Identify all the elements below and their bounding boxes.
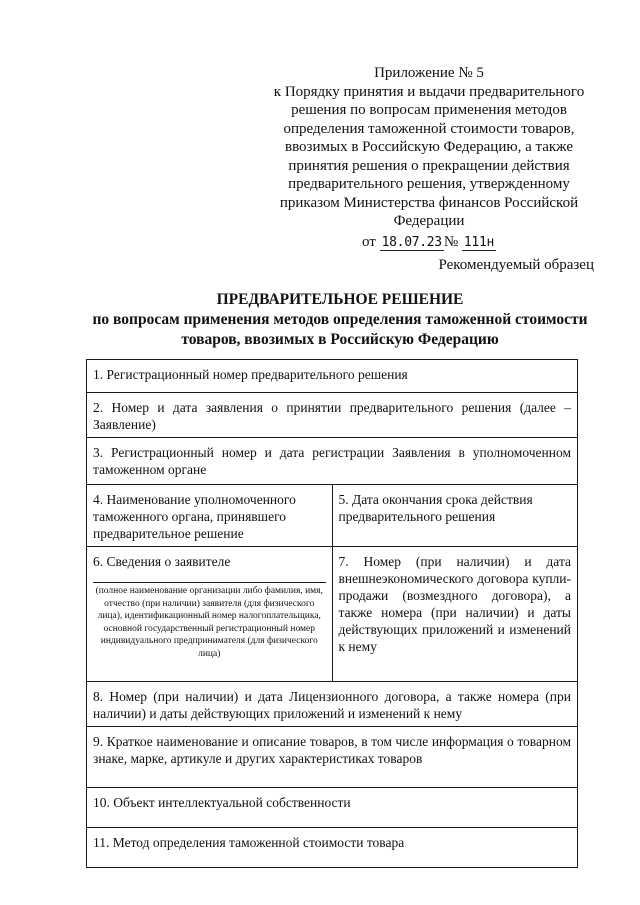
applicant-label: 6. Сведения о заявителе: [93, 554, 231, 569]
number-prefix: №: [443, 233, 459, 250]
appendix-text-line: принятия решения о прекращении действия: [288, 157, 570, 174]
applicant-hint: (полное наименование организации либо фамилия, имя, отчество (при наличии) заявителя (для физического лица), идентификационный номер налогоплательщика, основной государственный регистрационный номер индивидуального предпринимателя (для физического лица): [93, 582, 326, 660]
form-row-1: [87, 360, 578, 393]
appendix-text-line: предварительного решения, утвержденному: [288, 176, 570, 192]
field-goods-description: 9. Краткое наименование и описание товаров, в том числе информация о товарном знаке, марке, артикуле и других характеристиках товаров: [87, 727, 578, 788]
field-foreign-trade-contract: 7. Номер (при наличии) и дата внешнеэкономического договора купли-продажи (возмездного договора), а также номера (при наличии) и даты действующих приложений и изменений к нему: [332, 547, 578, 682]
field-valuation-method: 11. Метод определения таможенной стоимости товара: [87, 828, 578, 868]
form-row-11: [87, 828, 578, 868]
order-number: 111н: [463, 234, 494, 250]
field-application-number-date: 2. Номер и дата заявления о принятии предварительного решения (далее – Заявление): [87, 393, 578, 438]
appendix-text-line: Федерации: [393, 213, 465, 229]
form-row-2: [87, 393, 578, 438]
form-row-9: [87, 727, 578, 788]
document-title: [60, 290, 620, 350]
order-date: 18.07.23: [381, 234, 442, 250]
order-date-number: [268, 233, 590, 253]
appendix-number: Приложение № 5: [374, 65, 484, 81]
field-expiry-date: 5. Дата окончания срока действия предварительного решения: [332, 485, 578, 547]
form-row-4-5: [87, 485, 578, 547]
decision-form-table: [86, 359, 578, 868]
title-sub-line: товаров, ввозимых в Российскую Федерацию: [181, 331, 499, 348]
appendix-text-line: решения по вопросам применения методов: [291, 102, 567, 118]
recommended-sample-note: Рекомендуемый образец: [438, 257, 594, 273]
form-row-3: [87, 438, 578, 485]
form-row-8: [87, 682, 578, 727]
form-row-10: [87, 788, 578, 828]
appendix-text-line: ввозимых в Российскую Федерацию, а также: [284, 139, 573, 155]
field-intellectual-property: 10. Объект интеллектуальной собственности: [87, 788, 578, 828]
field-registration-number: 1. Регистрационный номер предварительного решения: [87, 360, 578, 393]
field-applicant-info: [87, 547, 333, 682]
appendix-header: [268, 64, 590, 252]
appendix-text-line: определения таможенной стоимости товаров,: [283, 120, 575, 137]
field-license-agreement: 8. Номер (при наличии) и дата Лицензионного договора, а также номера (при наличии) и даты действующих приложений и изменений к нему: [87, 682, 578, 727]
date-prefix: от: [362, 233, 376, 250]
field-application-registration: 3. Регистрационный номер и дата регистрации Заявления в уполномоченном таможенном органе: [87, 438, 578, 485]
appendix-text-line: приказом Министерства финансов Российской: [279, 194, 579, 211]
appendix-text-line: к Порядку принятия и выдачи предварительного: [273, 83, 585, 100]
field-customs-authority: 4. Наименование уполномоченного таможенного органа, принявшего предварительное решение: [87, 485, 333, 547]
title-sub-line: по вопросам применения методов определения таможенной стоимости: [92, 311, 588, 328]
title-main: ПРЕДВАРИТЕЛЬНОЕ РЕШЕНИЕ: [216, 291, 464, 308]
form-row-6-7: [87, 547, 578, 682]
